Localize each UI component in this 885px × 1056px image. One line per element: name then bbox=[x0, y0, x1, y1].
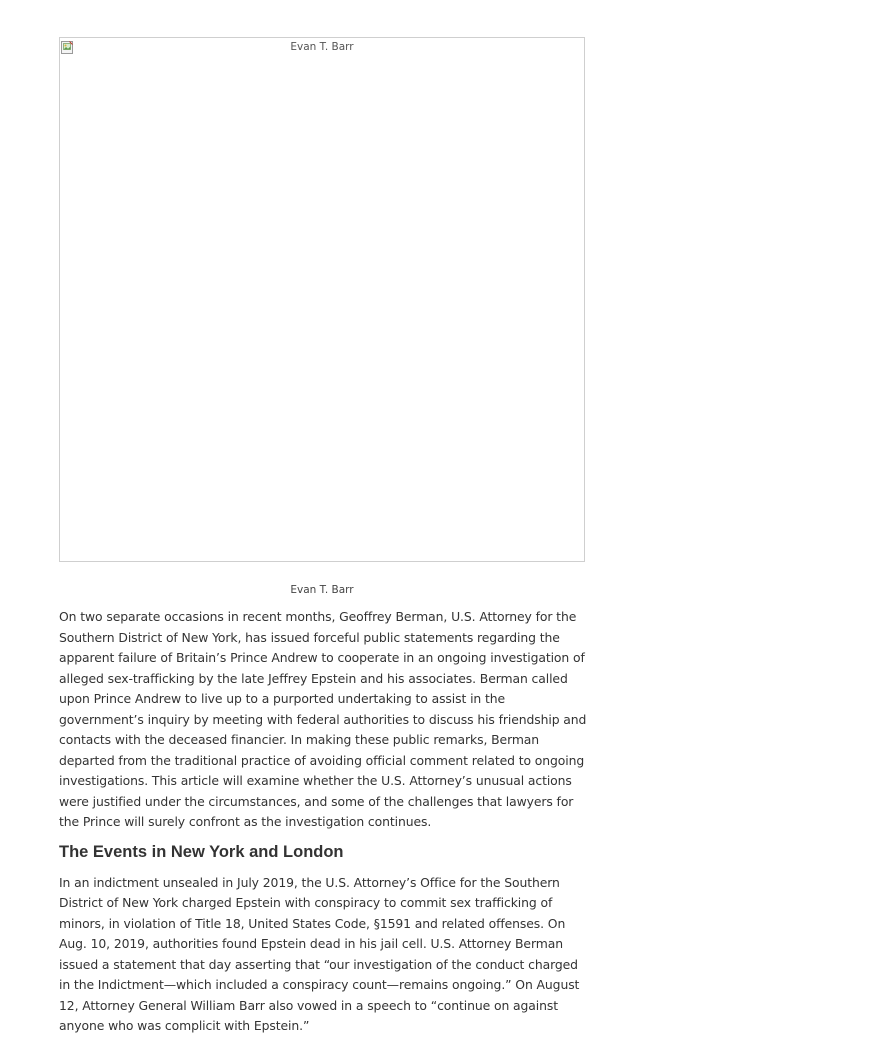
photo-caption: Evan T. Barr bbox=[290, 584, 354, 596]
photo-alt-text: Evan T. Barr bbox=[290, 41, 354, 53]
article bbox=[59, 37, 589, 1037]
events-paragraph: In an indictment unsealed in July 2019, the U.S. Attorney’s Office for the Southern District of New York charged Epstein with conspiracy to commit sex trafficking of minors, in violation of Title 18, United States Code, §1591 and related offenses. On Aug. 10, 2019, authorities found Epstein dead in his jail cell. U.S. Attorney Berman issued a statement that day asserting that “our investigation of the conduct charged in the Indictment—which included a conspiracy count—remains ongoing.” On August 12, Attorney General William Barr also vowed in a speech to “continue on against anyone who was complicit with Epstein.” bbox=[59, 874, 580, 1033]
section-heading: The Events in New York and London bbox=[59, 842, 344, 861]
intro-paragraph: On two separate occasions in recent months, Geoffrey Berman, U.S. Attorney for the Southern District of New York, has issued forceful public statements regarding the apparent failure of Britain’s Prince Andrew to cooperate in an ongoing investigation of alleged sex-trafficking by the late Jeffrey Epstein and his associates. Berman called upon Prince Andrew to live up to a purported undertaking to assist in the government’s inquiry by meeting with federal authorities to discuss his friendship and contacts with the deceased financier. In making these public remarks, Berman departed from the traditional practice of avoiding official comment related to ongoing investigations. This article will examine whether the U.S. Attorney’s unusual actions were justified under the circumstances, and some of the challenges that lawyers for the Prince will surely confront as the investigation continues. bbox=[59, 609, 587, 829]
author-photo bbox=[59, 37, 585, 562]
